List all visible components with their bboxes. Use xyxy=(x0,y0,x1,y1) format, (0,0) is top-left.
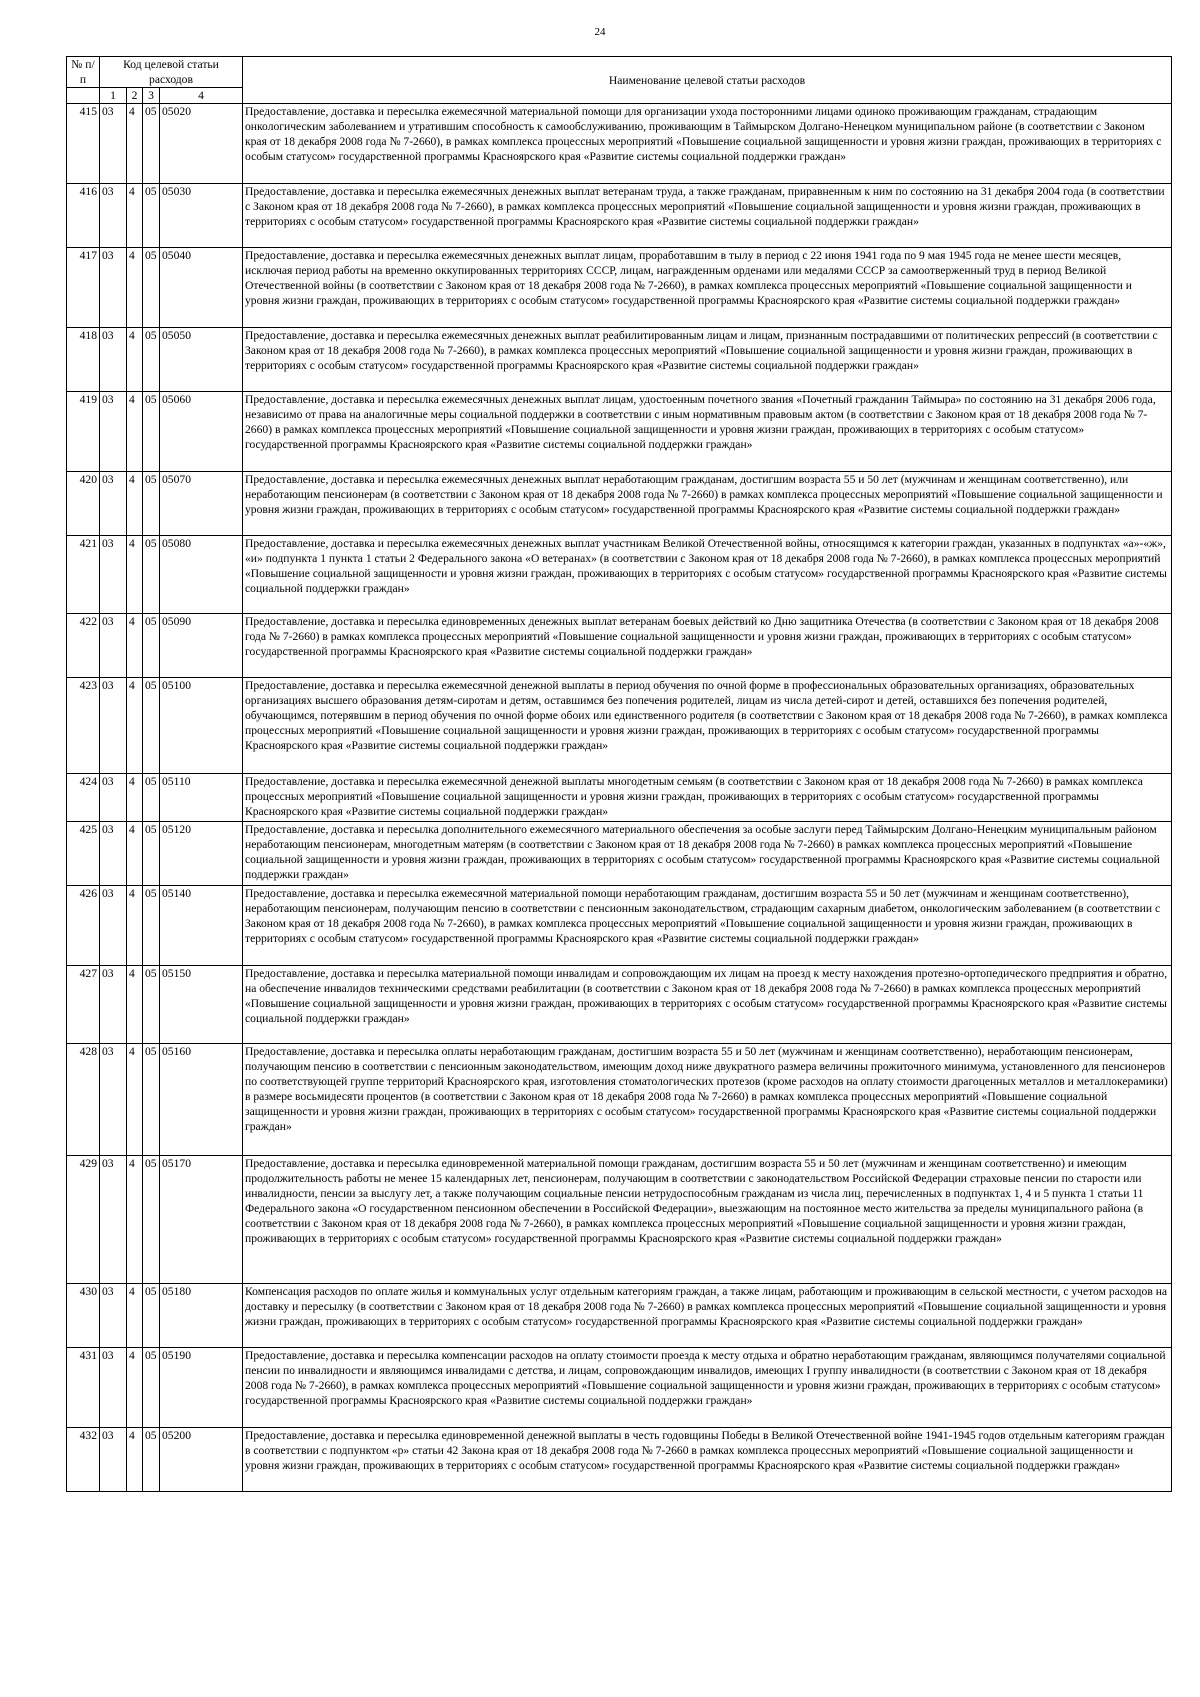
code-part-1: 03 xyxy=(100,1044,127,1156)
code-part-3: 05 xyxy=(143,614,160,678)
table-row xyxy=(67,1428,1172,1492)
code-part-4: 05170 xyxy=(160,1156,243,1284)
row-number: 429 xyxy=(67,1156,100,1284)
code-part-3: 05 xyxy=(143,1284,160,1348)
code-part-4: 05020 xyxy=(160,104,243,184)
header-code: Код целевой статьи расходов xyxy=(100,57,243,88)
code-part-2: 4 xyxy=(127,966,143,1044)
code-part-3: 05 xyxy=(143,184,160,248)
code-part-2: 4 xyxy=(127,472,143,536)
table-row xyxy=(67,886,1172,966)
code-part-3: 05 xyxy=(143,1428,160,1492)
code-part-2: 4 xyxy=(127,328,143,392)
item-name: Предоставление, доставка и пересылка ежемесячной материальной помощи для организации ухода посторонними лицами одиноко проживающим гражданам, страдающим онкологическим заболеванием и утратившим способность к самообслуживанию, проживающим в Таймырском Долгано-Ненецком муниципальном районе (в соответствии с Законом края от 18 декабря 2008 года № 7-2660), в рамках комплекса процессных мероприятий «Повышение социальной защищенности и уровня жизни граждан, проживающих в территориях с особым статусом» государственной программы Красноярского края «Развитие системы социальной поддержки граждан» xyxy=(243,104,1172,184)
code-part-2: 4 xyxy=(127,1348,143,1428)
code-part-1: 03 xyxy=(100,104,127,184)
row-number: 417 xyxy=(67,248,100,328)
code-part-3: 05 xyxy=(143,886,160,966)
code-part-1: 03 xyxy=(100,328,127,392)
code-part-1: 03 xyxy=(100,472,127,536)
item-name: Предоставление, доставка и пересылка ежемесячных денежных выплат участникам Великой Отечественной войны, относящимся к категории граждан, указанных в подпунктах «а»-«ж», «и» подпункта 1 пункта 1 статьи 2 Федерального закона «О ветеранах» (в соответствии с Законом края от 18 декабря 2008 года № 7-2660), в рамках комплекса процессных мероприятий «Повышение социальной защищенности и уровня жизни граждан, проживающих в территориях с особым статусом» государственной программы Красноярского края «Развитие системы социальной поддержки граждан» xyxy=(243,536,1172,614)
table-row xyxy=(67,822,1172,886)
item-name: Предоставление, доставка и пересылка ежемесячных денежных выплат реабилитированным лицам и лицам, признанным пострадавшими от политических репрессий (в соответствии с Законом края от 18 декабря 2008 года № 7-2660), в рамках комплекса процессных мероприятий «Повышение социальной защищенности и уровня жизни граждан, проживающих в территориях с особым статусом» государственной программы Красноярского края «Развитие системы социальной поддержки граждан» xyxy=(243,328,1172,392)
code-part-4: 05040 xyxy=(160,248,243,328)
code-part-4: 05190 xyxy=(160,1348,243,1428)
item-name: Предоставление, доставка и пересылка дополнительного ежемесячного материального обеспечения за особые заслуги перед Таймырским Долгано-Ненецким муниципальным районом неработающим пенсионерам, многодетным матерям (в соответствии с Законом края от 18 декабря 2008 года № 7-2660) в рамках комплекса процессных мероприятий «Повышение социальной защищенности и уровня жизни граждан, проживающих в территориях с особым статусом» государственной программы Красноярского края «Развитие системы социальной поддержки граждан» xyxy=(243,822,1172,886)
code-part-4: 05150 xyxy=(160,966,243,1044)
code-part-3: 05 xyxy=(143,678,160,774)
table-row xyxy=(67,248,1172,328)
code-part-4: 05030 xyxy=(160,184,243,248)
header-name: Наименование целевой статьи расходов xyxy=(243,57,1172,104)
table-row xyxy=(67,104,1172,184)
row-number: 424 xyxy=(67,774,100,822)
row-number: 426 xyxy=(67,886,100,966)
row-number: 421 xyxy=(67,536,100,614)
code-part-1: 03 xyxy=(100,678,127,774)
code-part-1: 03 xyxy=(100,536,127,614)
table-row xyxy=(67,678,1172,774)
header-colnum-blank xyxy=(67,88,100,104)
code-part-2: 4 xyxy=(127,1284,143,1348)
item-name: Предоставление, доставка и пересылка единовременной денежной выплаты в честь годовщины Победы в Великой Отечественной войне 1941-1945 годов отдельным категориям граждан в соответствии с подпунктом «р» статьи 42 Закона края от 18 декабря 2008 года № 7-2660 в рамках комплекса процессных мероприятий «Повышение социальной защищенности и уровня жизни граждан, проживающих в территориях с особым статусом» государственной программы Красноярского края «Развитие системы социальной поддержки граждан» xyxy=(243,1428,1172,1492)
code-part-2: 4 xyxy=(127,614,143,678)
row-number: 425 xyxy=(67,822,100,886)
code-part-3: 05 xyxy=(143,1348,160,1428)
code-part-2: 4 xyxy=(127,1156,143,1284)
item-name: Предоставление, доставка и пересылка ежемесячных денежных выплат лицам, удостоенным почетного звания «Почетный гражданин Таймыра» по состоянию на 31 декабря 2006 года, независимо от права на аналогичные меры социальной поддержки в соответствии с иным нормативным правовым актом (в соответствии с Законом края от 18 декабря 2008 года № 7-2660) в рамках комплекса процессных мероприятий «Повышение социальной защищенности и уровня жизни граждан, проживающих в территориях с особым статусом» государственной программы Красноярского края «Развитие системы социальной поддержки граждан» xyxy=(243,392,1172,472)
code-part-2: 4 xyxy=(127,104,143,184)
table-row xyxy=(67,328,1172,392)
code-part-1: 03 xyxy=(100,1284,127,1348)
item-name: Предоставление, доставка и пересылка ежемесячной материальной помощи неработающим гражданам, достигшим возраста 55 и 50 лет (мужчинам и женщинам соответственно), неработающим пенсионерам, получающим пенсию в соответствии с пенсионным законодательством, страдающим сахарным диабетом, онкологическим заболеванием (в соответствии с Законом края от 18 декабря 2008 года № 7-2660), в рамках комплекса процессных мероприятий «Повышение социальной защищенности и уровня жизни граждан, проживающих в территориях с особым статусом» государственной программы Красноярского края «Развитие системы социальной поддержки граждан» xyxy=(243,886,1172,966)
item-name: Предоставление, доставка и пересылка компенсации расходов на оплату стоимости проезда к месту отдыха и обратно неработающим гражданам, являющимся получателями социальной пенсии по инвалидности и являющимся инвалидами с детства, и лицам, сопровождающим инвалидов, имеющих I группу инвалидности (в соответствии с Законом края от 18 декабря 2008 года № 7-2660), в рамках комплекса процессных мероприятий «Повышение социальной защищенности и уровня жизни граждан, проживающих в территориях с особым статусом» государственной программы Красноярского края «Развитие системы социальной поддержки граждан» xyxy=(243,1348,1172,1428)
item-name: Предоставление, доставка и пересылка единовременной материальной помощи гражданам, достигшим возраста 55 и 50 лет (мужчинам и женщинам соответственно) и имеющим продолжительность работы не менее 15 календарных лет, пенсионерам, получающим в соответствии с законодательством Российской Федерации страховые пенсии по старости или инвалидности, пенсии за выслугу лет, а также получающим социальные пенсии нетрудоспособным гражданам из числа лиц, перечисленных в подпунктах 1, 4 и 5 пункта 1 статьи 11 Федерального закона «О государственном пенсионном обеспечении в Российской Федерации», выезжающим на постоянное место жительства за пределы муниципального района (в соответствии с Законом края от 18 декабря 2008 года № 7-2660), в рамках комплекса процессных мероприятий «Повышение социальной защищенности и уровня жизни граждан, проживающих в территориях с особым статусом» государственной программы Красноярского края «Развитие системы социальной поддержки граждан» xyxy=(243,1156,1172,1284)
code-part-1: 03 xyxy=(100,1156,127,1284)
code-part-2: 4 xyxy=(127,536,143,614)
item-name: Предоставление, доставка и пересылка материальной помощи инвалидам и сопровождающим их лицам на проезд к месту нахождения протезно-ортопедического предприятия и обратно, на обеспечение инвалидов техническими средствами реабилитации (в соответствии с Законом края от 18 декабря 2008 года № 7-2660) в рамках комплекса процессных мероприятий «Повышение социальной защищенности и уровня жизни граждан, проживающих в территориях с особым статусом» государственной программы Красноярского края «Развитие системы социальной поддержки граждан» xyxy=(243,966,1172,1044)
code-part-3: 05 xyxy=(143,1044,160,1156)
item-name: Предоставление, доставка и пересылка ежемесячных денежных выплат лицам, проработавшим в тылу в период с 22 июня 1941 года по 9 мая 1945 года не менее шести месяцев, исключая период работы на временно оккупированных территориях СССР, лицам, награжденным орденами или медалями СССР за самоотверженный труд в период Великой Отечественной войны (в соответствии с Законом края от 18 декабря 2008 года № 7-2660), в рамках комплекса процессных мероприятий «Повышение социальной защищенности и уровня жизни граждан, проживающих в территориях с особым статусом» государственной программы Красноярского края «Развитие системы социальной поддержки граждан» xyxy=(243,248,1172,328)
code-part-3: 05 xyxy=(143,248,160,328)
code-part-3: 05 xyxy=(143,472,160,536)
code-part-2: 4 xyxy=(127,774,143,822)
code-part-3: 05 xyxy=(143,822,160,886)
table-row xyxy=(67,1044,1172,1156)
row-number: 415 xyxy=(67,104,100,184)
code-part-2: 4 xyxy=(127,886,143,966)
code-part-4: 05180 xyxy=(160,1284,243,1348)
code-part-3: 05 xyxy=(143,966,160,1044)
table-row xyxy=(67,1156,1172,1284)
header-num: № п/п xyxy=(67,57,100,88)
table-row xyxy=(67,966,1172,1044)
code-part-4: 05050 xyxy=(160,328,243,392)
code-part-4: 05070 xyxy=(160,472,243,536)
row-number: 423 xyxy=(67,678,100,774)
code-part-2: 4 xyxy=(127,1428,143,1492)
table-row xyxy=(67,1284,1172,1348)
code-part-2: 4 xyxy=(127,392,143,472)
code-part-1: 03 xyxy=(100,184,127,248)
header-colnum-1: 1 xyxy=(100,88,127,104)
table-row xyxy=(67,184,1172,248)
row-number: 420 xyxy=(67,472,100,536)
code-part-4: 05140 xyxy=(160,886,243,966)
code-part-1: 03 xyxy=(100,1428,127,1492)
code-part-1: 03 xyxy=(100,886,127,966)
item-name: Предоставление, доставка и пересылка ежемесячной денежной выплаты в период обучения по очной форме в профессиональных образовательных организациях, образовательных организациях высшего образования детям-сиротам и детям, оставшимся без попечения родителей, лицам из числа детей-сирот и детей, оставшихся без попечения родителей, обучающимся, потерявшим в период обучения по очной форме обоих или единственного родителя (в соответствии с Законом края от 18 декабря 2008 года № 7-2660), в рамках комплекса процессных мероприятий «Повышение социальной защищенности и уровня жизни граждан, проживающих в территориях с особым статусом» государственной программы Красноярского края «Развитие системы социальной поддержки граждан» xyxy=(243,678,1172,774)
header-colnum-4: 4 xyxy=(160,88,243,104)
code-part-1: 03 xyxy=(100,966,127,1044)
code-part-4: 05110 xyxy=(160,774,243,822)
row-number: 431 xyxy=(67,1348,100,1428)
code-part-2: 4 xyxy=(127,822,143,886)
table-body xyxy=(67,104,1172,1492)
row-number: 419 xyxy=(67,392,100,472)
code-part-1: 03 xyxy=(100,1348,127,1428)
code-part-1: 03 xyxy=(100,392,127,472)
code-part-1: 03 xyxy=(100,774,127,822)
item-name: Предоставление, доставка и пересылка оплаты неработающим гражданам, достигшим возраста 55 и 50 лет (мужчинам и женщинам соответственно), неработающим пенсионерам, получающим пенсию в соответствии с пенсионным законодательством, имеющим доход ниже двукратного размера величины прожиточного минимума, установленного для пенсионеров по соответствующей группе территорий Красноярского края, изготовления стоматологических протезов (кроме расходов на оплату стоимости драгоценных металлов и металлокерамики) в размере восьмидесяти процентов (в соответствии с Законом края от 18 декабря 2008 года № 7-2660) в рамках комплекса процессных мероприятий «Повышение социальной защищенности и уровня жизни граждан, проживающих в территориях с особым статусом» государственной программы Красноярского края «Развитие системы социальной поддержки граждан» xyxy=(243,1044,1172,1156)
header-colnum-2: 2 xyxy=(127,88,143,104)
table-row xyxy=(67,774,1172,822)
code-part-1: 03 xyxy=(100,822,127,886)
page-number: 24 xyxy=(594,26,606,38)
code-part-3: 05 xyxy=(143,328,160,392)
row-number: 416 xyxy=(67,184,100,248)
code-part-4: 05200 xyxy=(160,1428,243,1492)
code-part-4: 05160 xyxy=(160,1044,243,1156)
table-row xyxy=(67,472,1172,536)
code-part-3: 05 xyxy=(143,104,160,184)
item-name: Предоставление, доставка и пересылка ежемесячной денежной выплаты многодетным семьям (в соответствии с Законом края от 18 декабря 2008 года № 7-2660) в рамках комплекса процессных мероприятий «Повышение социальной защищенности и уровня жизни граждан, проживающих в территориях с особым статусом» государственной программы Красноярского края «Развитие системы социальной поддержки граждан» xyxy=(243,774,1172,822)
row-number: 422 xyxy=(67,614,100,678)
table-row xyxy=(67,614,1172,678)
code-part-2: 4 xyxy=(127,184,143,248)
code-part-3: 05 xyxy=(143,774,160,822)
target-items-table xyxy=(66,56,1172,1492)
item-name: Предоставление, доставка и пересылка ежемесячных денежных выплат неработающим гражданам, достигшим возраста 55 и 50 лет (мужчинам и женщинам соответственно), или неработающим пенсионерам (в соответствии с Законом края от 18 декабря 2008 года № 7-2660) в рамках комплекса процессных мероприятий «Повышение социальной защищенности и уровня жизни граждан, проживающих в территориях с особым статусом» государственной программы Красноярского края «Развитие системы социальной поддержки граждан» xyxy=(243,472,1172,536)
table-row xyxy=(67,392,1172,472)
code-part-1: 03 xyxy=(100,248,127,328)
code-part-4: 05060 xyxy=(160,392,243,472)
code-part-4: 05080 xyxy=(160,536,243,614)
row-number: 418 xyxy=(67,328,100,392)
code-part-2: 4 xyxy=(127,678,143,774)
code-part-3: 05 xyxy=(143,536,160,614)
row-number: 432 xyxy=(67,1428,100,1492)
code-part-4: 05090 xyxy=(160,614,243,678)
table-row xyxy=(67,536,1172,614)
item-name: Компенсация расходов по оплате жилья и коммунальных услуг отдельным категориям граждан, а также лицам, работающим и проживающим в сельской местности, с учетом расходов на доставку и пересылку (в соответствии с Законом края от 18 декабря 2008 года № 7-2660) в рамках комплекса процессных мероприятий «Повышение социальной защищенности и уровня жизни граждан, проживающих в территориях с особым статусом» государственной программы Красноярского края «Развитие системы социальной поддержки граждан» xyxy=(243,1284,1172,1348)
code-part-3: 05 xyxy=(143,1156,160,1284)
row-number: 430 xyxy=(67,1284,100,1348)
row-number: 427 xyxy=(67,966,100,1044)
header-colnum-3: 3 xyxy=(143,88,160,104)
code-part-4: 05100 xyxy=(160,678,243,774)
code-part-2: 4 xyxy=(127,248,143,328)
code-part-3: 05 xyxy=(143,392,160,472)
table-row xyxy=(67,1348,1172,1428)
item-name: Предоставление, доставка и пересылка единовременных денежных выплат ветеранам боевых действий ко Дню защитника Отечества (в соответствии с Законом края от 18 декабря 2008 года № 7-2660) в рамках комплекса процессных мероприятий «Повышение социальной защищенности и уровня жизни граждан, проживающих в территориях с особым статусом» государственной программы Красноярского края «Развитие системы социальной поддержки граждан» xyxy=(243,614,1172,678)
code-part-2: 4 xyxy=(127,1044,143,1156)
code-part-4: 05120 xyxy=(160,822,243,886)
code-part-1: 03 xyxy=(100,614,127,678)
row-number: 428 xyxy=(67,1044,100,1156)
item-name: Предоставление, доставка и пересылка ежемесячных денежных выплат ветеранам труда, а также гражданам, приравненным к ним по состоянию на 31 декабря 2004 года (в соответствии с Законом края от 18 декабря 2008 года № 7-2660), в рамках комплекса процессных мероприятий «Повышение социальной защищенности и уровня жизни граждан, проживающих в территориях с особым статусом» государственной программы Красноярского края «Развитие системы социальной поддержки граждан» xyxy=(243,184,1172,248)
